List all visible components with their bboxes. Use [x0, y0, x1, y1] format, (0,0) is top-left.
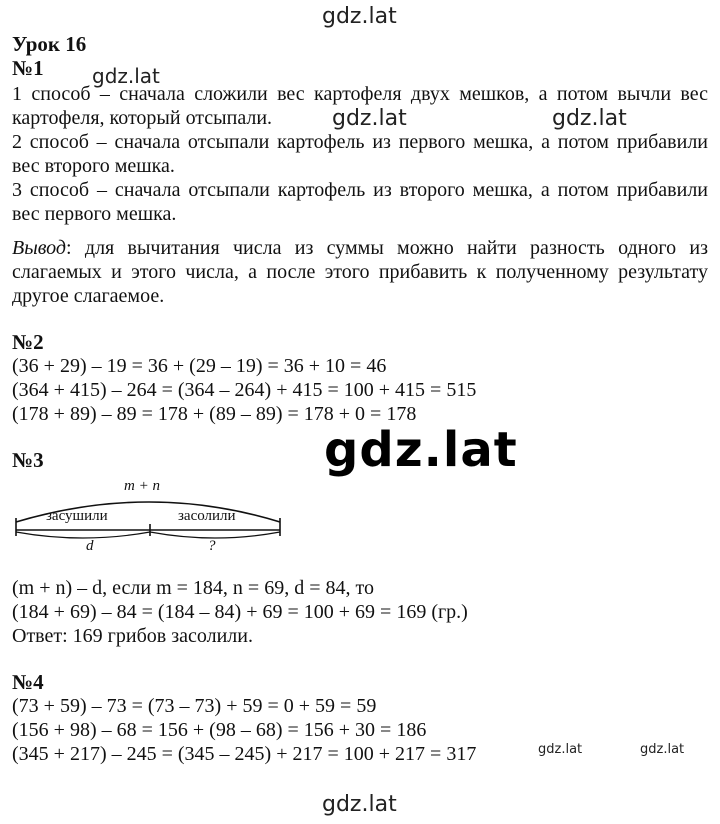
- task1-line: 1 способ – сначала сложили вес картофеля двух мешков, а потом вычли вес: [12, 83, 708, 105]
- watermark-small: gdz.lat: [640, 742, 685, 757]
- task4-line: (156 + 98) – 68 = 156 + (98 – 68) = 156 + 30 = 186: [12, 719, 427, 741]
- diagram-right-segment-label: засолили: [178, 508, 236, 524]
- task-number: №2: [12, 330, 44, 354]
- task2-line: (178 + 89) – 89 = 178 + (89 – 89) = 178 + 0 = 178: [12, 403, 417, 425]
- conclusion-line: слагаемых и этого числа, а после этого прибавить к полученному результату: [12, 261, 708, 283]
- watermark: gdz.lat: [92, 64, 160, 88]
- watermark-small: gdz.lat: [538, 742, 583, 757]
- task-number: №3: [12, 448, 44, 472]
- task1-line: 2 способ – сначала отсыпали картофель из первого мешка, а потом прибавили: [12, 131, 708, 153]
- task-number: №4: [12, 670, 44, 694]
- conclusion-line: другое слагаемое.: [12, 285, 165, 307]
- task1-line: вес второго мешка.: [12, 155, 175, 177]
- conclusion-line: [12, 236, 708, 260]
- diagram-left-segment-label: засушили: [46, 508, 108, 524]
- task-number: №1: [12, 56, 44, 80]
- task2-line: (36 + 29) – 19 = 36 + (29 – 19) = 36 + 10 = 46: [12, 355, 387, 377]
- watermark-top: gdz.lat: [322, 4, 397, 29]
- diagram-right-below-label: ?: [208, 538, 216, 554]
- task3-answer: Ответ: 169 грибов засолили.: [12, 625, 253, 647]
- diagram-sum-label: m + n: [124, 478, 160, 494]
- task1-line: картофеля, который отсыпали.: [12, 107, 273, 129]
- task2-line: (364 + 415) – 264 = (364 – 264) + 415 = 100 + 415 = 515: [12, 379, 477, 401]
- watermark: gdz.lat: [332, 106, 407, 131]
- task4-line: (345 + 217) – 245 = (345 – 245) + 217 = 100 + 217 = 317: [12, 743, 477, 765]
- watermark: gdz.lat: [552, 106, 627, 131]
- lower-arc-left: [16, 532, 150, 538]
- task3-line: (184 + 69) – 84 = (184 – 84) + 69 = 100 + 69 = 169 (гр.): [12, 601, 468, 623]
- watermark-large: gdz.lat: [324, 422, 518, 478]
- watermark-bottom: gdz.lat: [322, 792, 397, 817]
- diagram-left-below-label: d: [86, 538, 94, 554]
- conclusion-text: : для вычитания числа из суммы можно найти разность одного из: [66, 237, 708, 259]
- task1-line: 3 способ – сначала отсыпали картофель из второго мешка, а потом прибавили: [12, 179, 708, 201]
- task4-line: (73 + 59) – 73 = (73 – 73) + 59 = 0 + 59 = 59: [12, 695, 377, 717]
- segment-diagram: [14, 470, 294, 570]
- conclusion-label: Вывод: [12, 237, 67, 259]
- task3-line: (m + n) – d, если m = 184, n = 69, d = 84, то: [12, 577, 374, 599]
- task1-line: вес первого мешка.: [12, 203, 177, 225]
- lesson-title: Урок 16: [12, 32, 87, 56]
